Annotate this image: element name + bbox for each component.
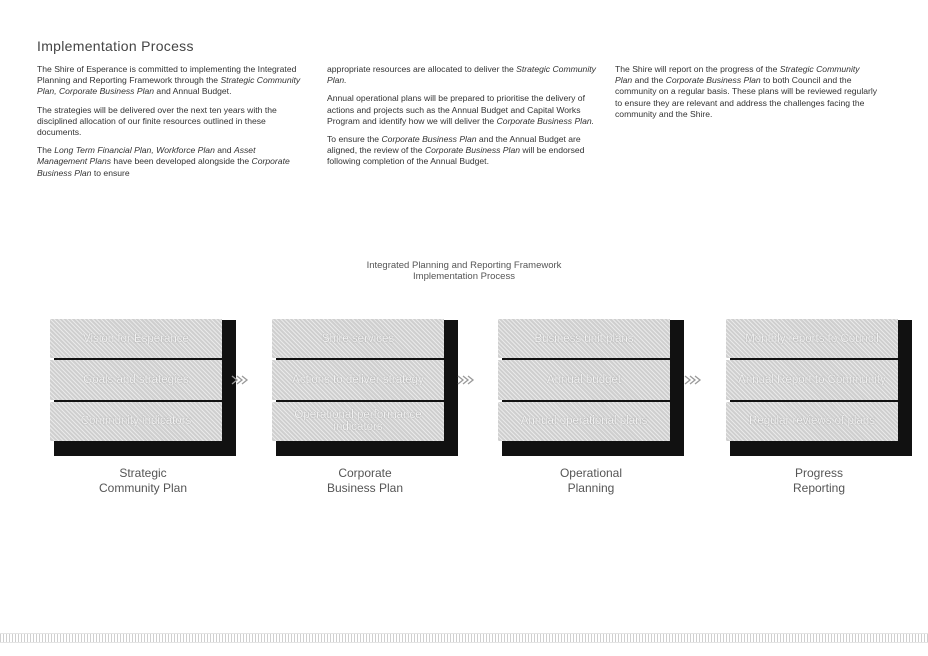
plan-box: Business unit plans: [498, 319, 670, 358]
plan-box: Community indicators: [50, 402, 222, 441]
group-label-operational-planning: [498, 466, 684, 495]
plan-box: Goals and strategies: [50, 360, 222, 399]
plan-box: Monthly reports to Council: [726, 319, 898, 358]
plan-box: Actions to deliver strategy: [272, 360, 444, 399]
double-chevron-right-icon: [231, 374, 249, 386]
plan-title-italic: Corporate Business Plan: [37, 156, 290, 178]
plan-title-italic: Strategic Community Plan, Corporate Business Plan: [37, 75, 301, 97]
group-strategic-community-plan: [50, 319, 236, 456]
text-column-1: [37, 64, 307, 186]
group-label-line: Operational: [559, 466, 623, 480]
plan-box: Annual operational plans: [498, 402, 670, 441]
body-paragraph: The Shire of Esperance is committed to implementing the Integrated Planning and Reporting Framework through the Strategic Community Plan, Corporate Business Plan and Annual Budget.: [37, 64, 301, 97]
body-paragraph: appropriate resources are allocated to deliver the Strategic Community Plan.: [327, 64, 596, 86]
body-paragraph: The strategies will be delivered over the next ten years with the disciplined allocation of our finite resources outlined in these documents.: [37, 104, 277, 138]
diagram-title-line-1: Integrated Planning and Reporting Framework: [366, 260, 562, 271]
plan-box: Annual Report to Community: [726, 360, 898, 399]
plan-title-italic: Corporate Business Plan: [424, 145, 520, 156]
plan-title-italic: Long Term Financial Plan, Workforce Plan: [54, 145, 215, 156]
group-operational-planning: [498, 319, 684, 456]
plan-box: Annual budget: [498, 360, 670, 399]
page-title: Implementation Process: [37, 38, 194, 54]
group-label-line: Business Plan: [326, 480, 404, 495]
group-label-corporate-business-plan: [272, 466, 458, 495]
body-paragraph: The Shire will report on the progress of the Strategic Community Plan and the Corporate Business Plan to both Council and the community on a regular basis. These plans will be reviewed regularly to ensure they are relevant and address the challenges facing the community and the Shire.: [615, 64, 878, 119]
text-column-2: [327, 64, 599, 175]
plan-title-italic: Strategic Community Plan.: [327, 64, 596, 86]
plan-box: Operational performance indicators: [272, 402, 444, 441]
plan-title-italic: Corporate Business Plan: [381, 134, 477, 145]
diagram-title-line-2: Implementation Process: [413, 271, 515, 282]
double-chevron-right-icon: [457, 374, 475, 386]
body-paragraph: The Long Term Financial Plan, Workforce Plan and Asset Management Plans have been developed alongside the Corporate Business Plan to ensure: [37, 145, 290, 178]
group-corporate-business-plan: [272, 319, 458, 456]
group-progress-reporting: [726, 319, 912, 456]
group-label-line: Planning: [567, 480, 615, 495]
double-chevron-right-icon: [684, 374, 702, 386]
group-label-progress-reporting: [726, 466, 912, 495]
group-label-line: Corporate: [338, 466, 392, 480]
plan-box: Vision for Esperance: [50, 319, 222, 358]
group-label-line: Reporting: [792, 480, 846, 495]
footer-band: [0, 633, 928, 643]
plan-title-italic: Corporate Business Plan: [665, 75, 761, 86]
group-label-strategic-community-plan: [50, 466, 236, 495]
group-label-line: Progress: [794, 466, 844, 480]
plan-title-italic: Strategic Community Plan: [615, 64, 860, 86]
group-label-line: Strategic: [119, 466, 167, 480]
body-paragraph: To ensure the Corporate Business Plan and the Annual Budget are aligned, the review of the Corporate Business Plan will be endorsed following completion of the Annual Budget.: [327, 134, 585, 167]
body-paragraph: Annual operational plans will be prepared to prioritise the delivery of actions and projects such as the Annual Budget and Capital Works Program and identify how we will deliver the Corporate Business Plan.: [327, 93, 595, 126]
plan-title-italic: Corporate Business Plan.: [496, 115, 595, 126]
diagram-title: [300, 260, 628, 282]
plan-title-italic: Asset Management Plans: [37, 145, 256, 167]
plan-box: Shire services: [272, 319, 444, 358]
plan-box: Regular reviews of plans: [726, 402, 898, 441]
group-label-line: Community Plan: [98, 480, 188, 495]
text-column-3: [615, 64, 879, 127]
